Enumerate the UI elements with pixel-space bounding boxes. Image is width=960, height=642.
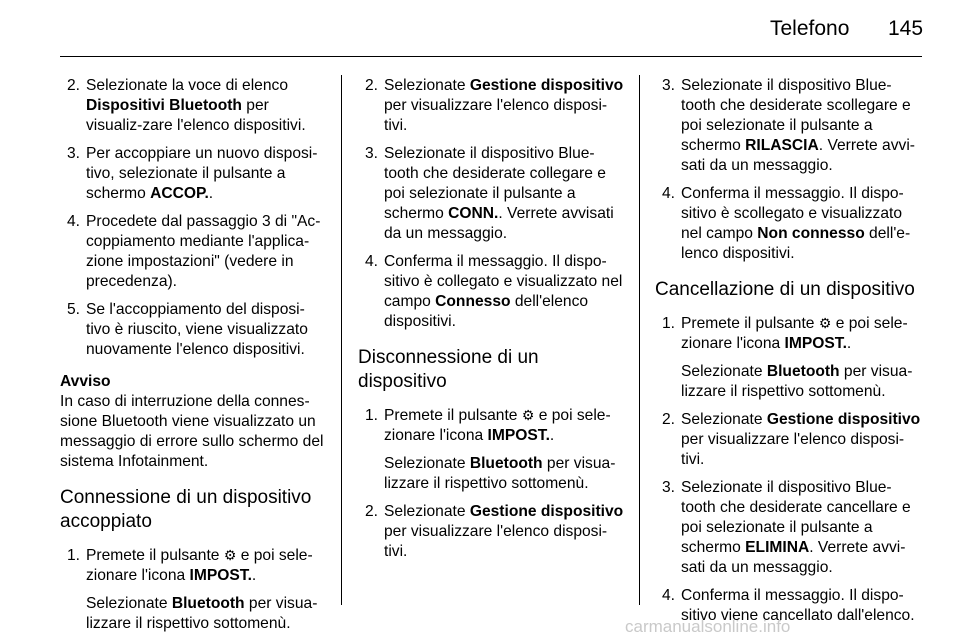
list-item: 2. Selezionate la voce di elenco Dispositivi Bluetooth per visualiz-zare l'elenco dispositivi. — [67, 77, 306, 134]
gear-icon: ⚙ — [521, 407, 535, 423]
column-divider — [341, 75, 342, 605]
page-number: 145 — [888, 17, 924, 40]
list-item: 1. Premete il pulsante ⚙ e poi sele-zionare l'icona IMPOST.. — [365, 407, 611, 444]
list-item: 2. Selezionate Gestione dispositivo per visualizzare l'elenco disposi-tivi. — [365, 77, 624, 134]
list-item: 3. Per accoppiare un nuovo disposi-tivo, selezionate il pulsante a schermo ACCOP.. — [67, 145, 318, 202]
list-item: 2. Selezionate Gestione dispositivo per visualizzare l'elenco disposi-tivi. — [662, 411, 921, 468]
list-item: 4. Conferma il messaggio. Il dispo-sitivo viene cancellato dall'elenco. — [662, 587, 915, 624]
notice-text: In caso di interruzione della connes-sione Bluetooth viene visualizzato un messaggio di errore sullo schermo del sistema Infotainment. — [60, 393, 324, 470]
list-item: 4. Procedete dal passaggio 3 di "Ac-coppiamento mediante l'applica-zione impostazioni" (vedere in precedenza). — [67, 213, 321, 290]
section-heading: Cancellazione di un dispositivo — [655, 279, 915, 300]
notice-box — [60, 372, 326, 472]
list-item: 1. Premete il pulsante ⚙ e poi sele-zionare l'icona IMPOST.. — [662, 315, 908, 352]
column-divider — [639, 75, 640, 605]
list-item: 3. Selezionate il dispositivo Blue-tooth che desiderate cancellare e poi selezionate il pulsante a schermo ELIMINA. Verrete avvi-sati da un messaggio. — [662, 479, 911, 576]
sub-paragraph: Selezionate Bluetooth per visua-lizzare il rispettivo sottomenù. — [681, 363, 913, 400]
list-item: 4. Conferma il messaggio. Il dispo-sitivo è collegato e visualizzato nel campo Connesso dell'elenco dispositivi. — [365, 253, 623, 330]
list-item: 2. Selezionate Gestione dispositivo per visualizzare l'elenco disposi-tivi. — [365, 503, 624, 560]
sub-paragraph: Selezionate Bluetooth per visua-lizzare il rispettivo sottomenù. — [86, 595, 318, 632]
section-heading: Connessione di un dispositivo accoppiato — [60, 487, 312, 532]
gear-icon: ⚙ — [818, 315, 832, 331]
watermark-text: carmanualsonline.info — [625, 617, 791, 636]
page-header — [0, 0, 960, 60]
list-item: 5. Se l'accoppiamento del disposi-tivo è riuscito, viene visualizzato nuovamente l'elenco dispositivi. — [67, 301, 308, 358]
section-heading: Disconnessione di un dispositivo — [358, 347, 539, 392]
notice-label: Avviso — [60, 373, 111, 390]
column-1 — [60, 76, 326, 642]
list-item: 3. Selezionate il dispositivo Blue-tooth che desiderate collegare e poi selezionate il pulsante a schermo CONN.. Verrete avvisati da un messaggio. — [365, 145, 614, 242]
column-2 — [358, 76, 624, 570]
column-3 — [655, 76, 923, 634]
list-item: 3. Selezionate il dispositivo Blue-tooth che desiderate scollegare e poi selezionate il pulsante a schermo RILASCIA. Verrete avvi-sati da un messaggio. — [662, 77, 915, 174]
list-item: 1. Premete il pulsante ⚙ e poi sele-zionare l'icona IMPOST.. — [67, 547, 313, 584]
list-item: 4. Conferma il messaggio. Il dispo-sitivo è scollegato e visualizzato nel campo Non connesso dell'e-lenco dispositivi. — [662, 185, 911, 262]
header-rule — [60, 56, 922, 57]
header-title: Telefono — [770, 17, 850, 40]
gear-icon: ⚙ — [223, 547, 237, 563]
sub-paragraph: Selezionate Bluetooth per visua-lizzare il rispettivo sottomenù. — [384, 455, 616, 492]
